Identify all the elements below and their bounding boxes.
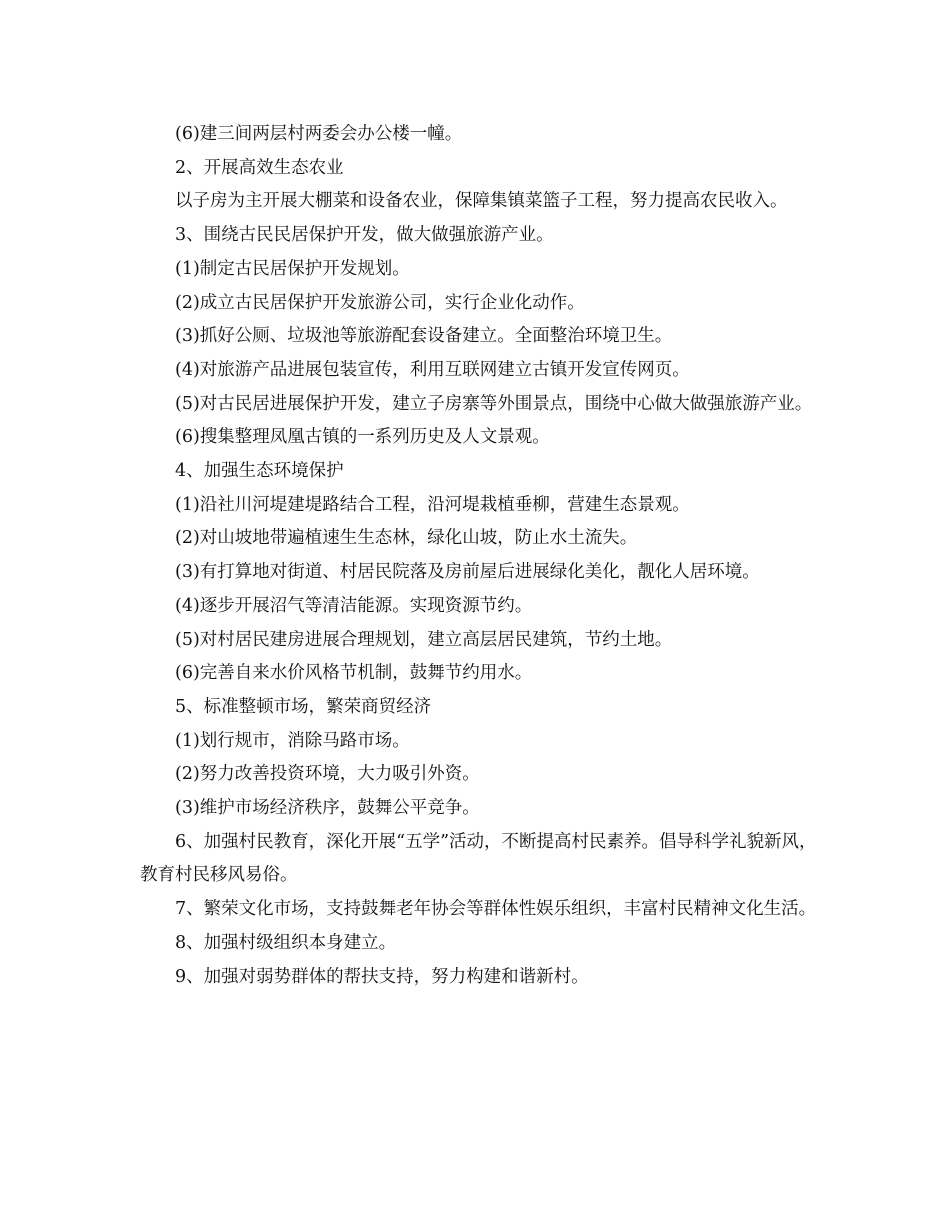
list-item: (1)制定古民居保护开发规划。: [175, 258, 410, 279]
list-item: (3)有打算地对街道、村居民院落及房前屋后进展绿化美化，靓化人居环境。: [175, 562, 760, 583]
list-item: (3)抓好公厕、垃圾池等旅游配套设备建立。全面整治环境卫生。: [175, 326, 673, 347]
list-item: (5)对古民居进展保护开发，建立子房寨等外围景点，围绕中心做大做强旅游产业。: [175, 393, 813, 414]
list-item: (1)沿社川河堤建堤路结合工程，沿河堤栽植垂柳，营建生态景观。: [175, 494, 690, 515]
list-item: (2)成立古民居保护开发旅游公司，实行企业化动作。: [175, 292, 585, 313]
section-heading: 5、标准整顿市场，繁荣商贸经济: [175, 696, 432, 717]
section-heading: 3、围绕古民民居保护开发，做大做强旅游产业。: [175, 225, 554, 246]
section-heading: 7、繁荣文化市场，支持鼓舞老年协会等群体性娱乐组织，丰富村民精神文化生活。: [175, 899, 817, 920]
list-item: (4)逐步开展沼气等清洁能源。实现资源节约。: [175, 595, 533, 616]
list-item: (6)完善自来水价风格节机制，鼓舞节约用水。: [175, 663, 533, 684]
list-item: (1)划行规市，消除马路市场。: [175, 730, 410, 751]
section-heading: 2、开展高效生态农业: [175, 157, 344, 178]
section-heading: 4、加强生态环境保护: [175, 461, 344, 482]
list-item: (2)努力改善投资环境，大力吸引外资。: [175, 764, 480, 785]
list-item: (2)对山坡地带遍植速生生态林，绿化山坡，防止水土流失。: [175, 528, 638, 549]
section-heading: 9、加强对弱势群体的帮扶支持，努力构建和谐新村。: [175, 966, 589, 987]
list-item: (5)对村居民建房进展合理规划，建立高层居民建筑，节约土地。: [175, 629, 673, 650]
section-heading: 6、加强村民教育，深化开展“五学”活动，不断提高村民素养。倡导科学礼貌新风，教育村民移风易俗。: [140, 831, 817, 886]
paragraph: 以子房为主开展大棚菜和设备农业，保障集镇菜篮子工程，努力提高农民收入。: [175, 191, 788, 212]
list-item: (4)对旅游产品进展包装宣传，利用互联网建立古镇开发宣传网页。: [175, 359, 690, 380]
list-item: (6)搜集整理凤凰古镇的一系列历史及人文景观。: [175, 427, 550, 448]
paragraph: (6)建三间两层村两委会办公楼一幢。: [175, 124, 463, 144]
document-body: [140, 118, 830, 994]
list-item: (3)维护市场经济秩序，鼓舞公平竞争。: [175, 798, 480, 819]
section-heading: 8、加强村级组织本身建立。: [175, 932, 397, 953]
